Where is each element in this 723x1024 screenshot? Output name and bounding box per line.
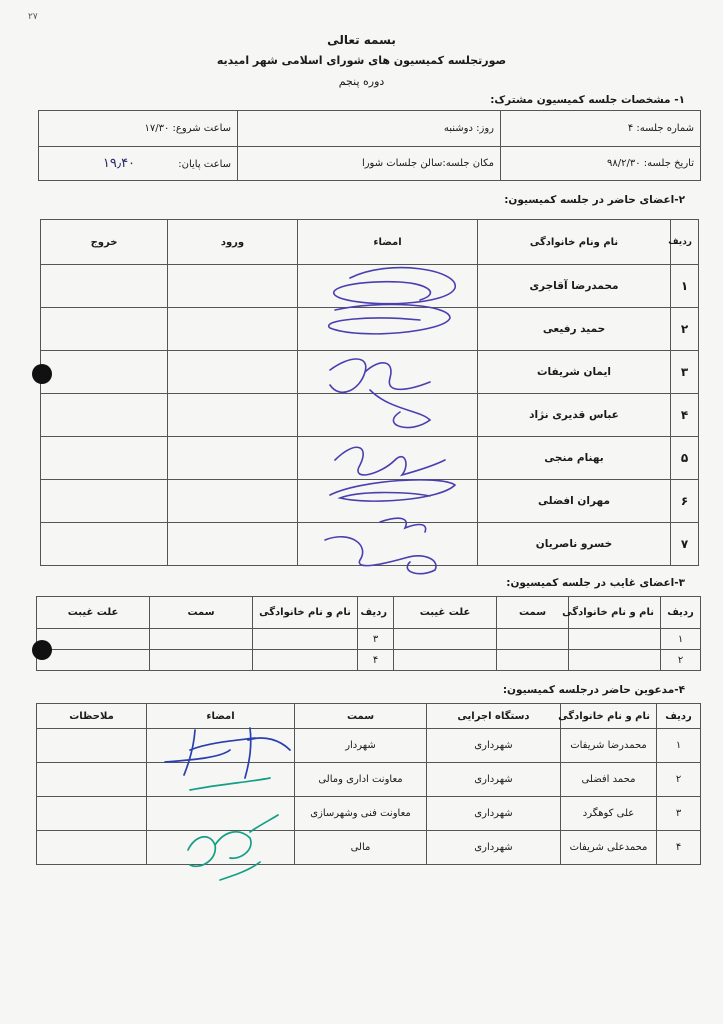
absent-empty-cell <box>253 629 358 650</box>
absent-empty-cell <box>394 650 497 671</box>
start-time: ساعت شروع: ۱۷/۳۰ <box>39 111 238 147</box>
member-row <box>41 265 699 308</box>
guest-notes-cell <box>37 831 147 865</box>
guest-signature-cell <box>147 831 295 865</box>
absent-row <box>37 650 701 671</box>
absent-empty-cell <box>569 650 661 671</box>
member-exit-cell <box>41 480 168 523</box>
member-entry-cell <box>168 351 298 394</box>
col-signature: امضاء <box>298 220 478 265</box>
guest-signature-cell <box>147 763 295 797</box>
meeting-place: مکان جلسه:سالن جلسات شورا <box>238 147 501 181</box>
meeting-info-table <box>38 110 701 181</box>
guest-notes-cell <box>37 763 147 797</box>
col-name: نام ونام خانوادگی <box>478 220 671 265</box>
member-name: عباس قدیری نژاد <box>478 394 671 437</box>
guest-position: معاونت اداری ومالی <box>295 763 427 797</box>
col-name: نام و نام خانوادگی <box>569 597 661 629</box>
guest-position: معاونت فنی وشهرسازی <box>295 797 427 831</box>
col-name-2: نام و نام خانوادگی <box>253 597 358 629</box>
member-row <box>41 351 699 394</box>
col-position: سمت <box>497 597 569 629</box>
guests-table <box>36 703 701 865</box>
member-index: ۵ <box>671 437 699 480</box>
member-signature-cell <box>298 351 478 394</box>
guest-org: شهرداری <box>427 763 561 797</box>
member-exit-cell <box>41 523 168 566</box>
member-index: ۳ <box>671 351 699 394</box>
absent-empty-cell <box>394 629 497 650</box>
guest-org: شهرداری <box>427 797 561 831</box>
member-name: حمید رفیعی <box>478 308 671 351</box>
member-index: ۴ <box>671 394 699 437</box>
col-row: ردیف <box>671 220 699 265</box>
member-entry-cell <box>168 394 298 437</box>
guest-org: شهرداری <box>427 831 561 865</box>
col-position: سمت <box>295 704 427 729</box>
guest-signature-cell <box>147 729 295 763</box>
col-reason: علت غیبت <box>394 597 497 629</box>
header-bismillah: بسمه تعالی <box>327 33 396 47</box>
section1-title: ۱- مشخصات جلسه کمیسیون مشترک: <box>490 94 685 106</box>
guest-position: شهردار <box>295 729 427 763</box>
absent-index: ۲ <box>661 650 701 671</box>
member-entry-cell <box>168 308 298 351</box>
member-exit-cell <box>41 265 168 308</box>
member-signature-cell <box>298 437 478 480</box>
section2-title: ۲-اعضای حاضر در جلسه کمیسیون: <box>504 194 685 206</box>
member-exit-cell <box>41 437 168 480</box>
member-row <box>41 437 699 480</box>
guest-index: ۱ <box>657 729 701 763</box>
guest-notes-cell <box>37 797 147 831</box>
end-time-label: ساعت پایان: <box>178 159 231 170</box>
end-time-handwritten: ۱۹٫۴۰ <box>102 156 136 171</box>
member-signature-cell <box>298 308 478 351</box>
member-entry-cell <box>168 265 298 308</box>
member-row <box>41 308 699 351</box>
col-row: ردیف <box>657 704 701 729</box>
col-row: ردیف <box>661 597 701 629</box>
member-name: بهنام منجی <box>478 437 671 480</box>
guest-row <box>37 831 701 865</box>
guest-signature-cell <box>147 797 295 831</box>
member-entry-cell <box>168 480 298 523</box>
guest-position: مالی <box>295 831 427 865</box>
section3-title: ۳-اعضای غایب در جلسه کمیسیون: <box>506 577 685 589</box>
absent-empty-cell <box>37 629 150 650</box>
member-name: خسرو ناصریان <box>478 523 671 566</box>
absent-row <box>37 629 701 650</box>
member-index: ۶ <box>671 480 699 523</box>
guest-notes-cell <box>37 729 147 763</box>
absent-empty-cell <box>150 629 253 650</box>
member-row <box>41 523 699 566</box>
col-exit: خروج <box>41 220 168 265</box>
guest-index: ۴ <box>657 831 701 865</box>
meeting-day: روز: دوشنبه <box>238 111 501 147</box>
guest-org: شهرداری <box>427 729 561 763</box>
member-signature-cell <box>298 523 478 566</box>
punch-hole <box>32 364 52 384</box>
member-exit-cell <box>41 394 168 437</box>
col-name: نام و نام خانوادگی <box>561 704 657 729</box>
absent-empty-cell <box>253 650 358 671</box>
absent-index-2: ۴ <box>358 650 394 671</box>
meeting-date: تاریخ جلسه: ۹۸/۲/۳۰ <box>501 147 701 181</box>
absent-index-2: ۳ <box>358 629 394 650</box>
member-index: ۷ <box>671 523 699 566</box>
guest-row <box>37 729 701 763</box>
member-entry-cell <box>168 437 298 480</box>
member-name: ایمان شریفات <box>478 351 671 394</box>
absent-members-table <box>36 596 701 671</box>
absent-empty-cell <box>497 629 569 650</box>
member-signature-cell <box>298 394 478 437</box>
corner-mark: ۲۷ <box>28 12 38 22</box>
col-row-2: ردیف <box>358 597 394 629</box>
col-notes: ملاحظات <box>37 704 147 729</box>
member-index: ۱ <box>671 265 699 308</box>
guest-name: محمدعلی شریفات <box>561 831 657 865</box>
absent-empty-cell <box>497 650 569 671</box>
col-signature: امضاء <box>147 704 295 729</box>
guest-row <box>37 763 701 797</box>
absent-empty-cell <box>37 650 150 671</box>
guest-name: محمد افضلی <box>561 763 657 797</box>
col-position-2: سمت <box>150 597 253 629</box>
header-term: دوره پنجم <box>338 75 385 88</box>
absent-empty-cell <box>150 650 253 671</box>
member-signature-cell <box>298 480 478 523</box>
col-entry: ورود <box>168 220 298 265</box>
col-org: دستگاه اجرایی <box>427 704 561 729</box>
header-title: صورتجلسه کمیسیون های شورای اسلامی شهر امیدیه <box>216 54 507 67</box>
member-signature-cell <box>298 265 478 308</box>
punch-hole <box>32 640 52 660</box>
guest-index: ۳ <box>657 797 701 831</box>
member-row <box>41 480 699 523</box>
member-name: محمدرضا آقاجری <box>478 265 671 308</box>
present-members-table <box>40 219 699 566</box>
end-time <box>39 147 238 181</box>
member-exit-cell <box>41 308 168 351</box>
meeting-number: شماره جلسه: ۴ <box>501 111 701 147</box>
absent-empty-cell <box>569 629 661 650</box>
section4-title: ۴-مدعوین حاضر درجلسه کمیسیون: <box>502 684 685 696</box>
guest-name: علی کوهگرد <box>561 797 657 831</box>
guest-row <box>37 797 701 831</box>
member-row <box>41 394 699 437</box>
guest-name: محمدرضا شریفات <box>561 729 657 763</box>
member-entry-cell <box>168 523 298 566</box>
member-name: مهران افضلی <box>478 480 671 523</box>
member-exit-cell <box>41 351 168 394</box>
guest-index: ۲ <box>657 763 701 797</box>
col-reason-2: علت غیبت <box>37 597 150 629</box>
member-index: ۲ <box>671 308 699 351</box>
absent-index: ۱ <box>661 629 701 650</box>
